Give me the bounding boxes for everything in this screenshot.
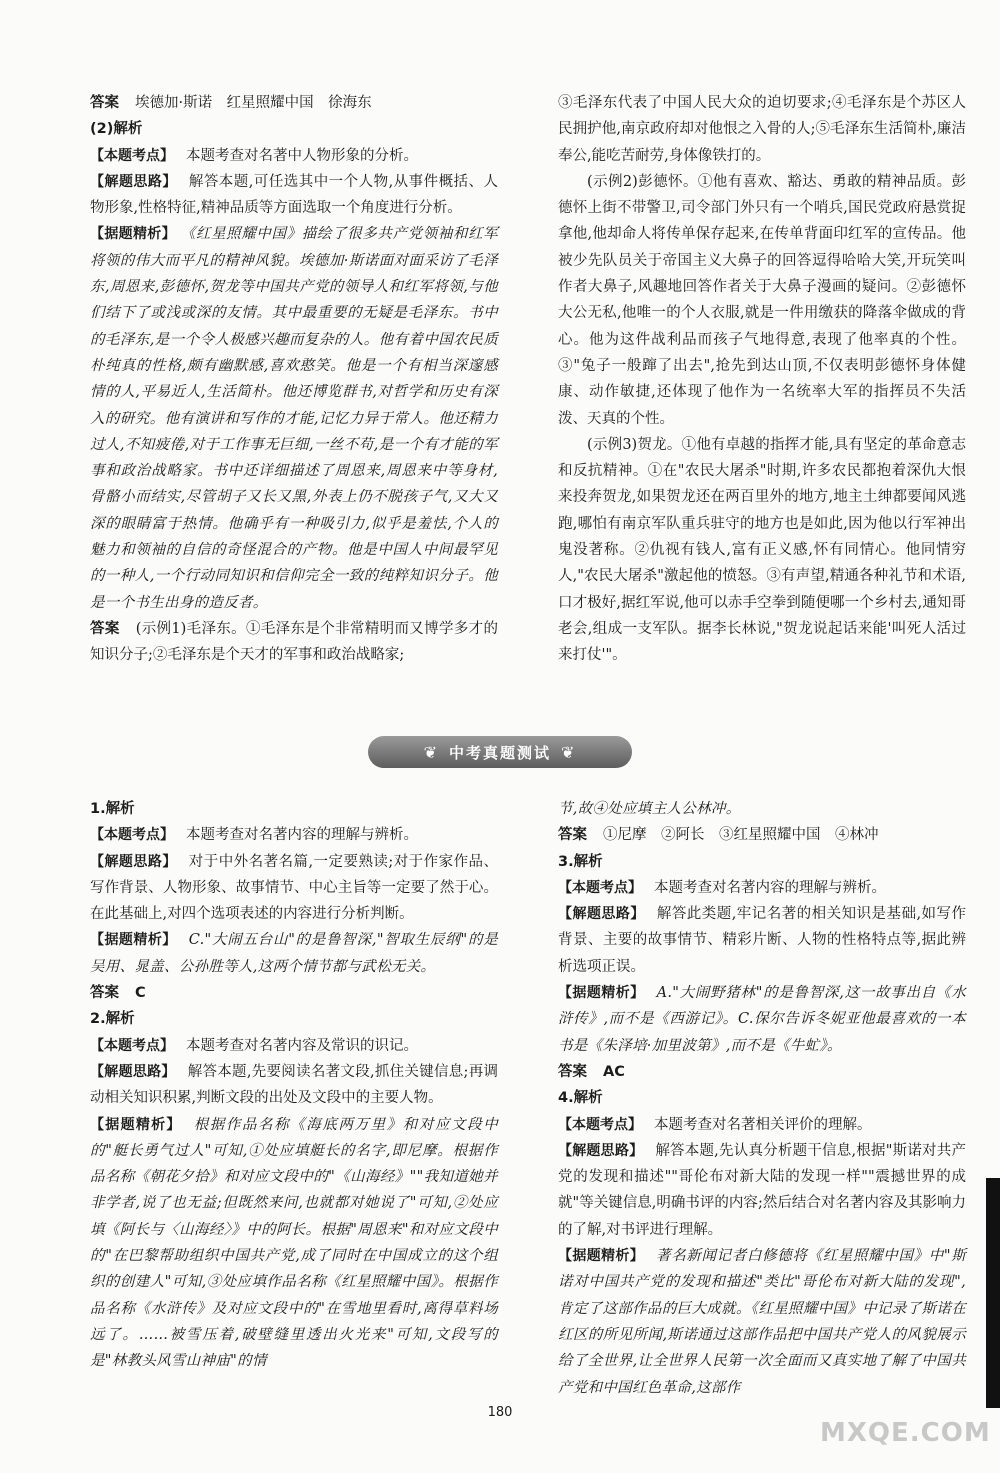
- q1-number: 1.: [90, 801, 106, 817]
- kaodian-label: 【本题考点】: [90, 1037, 174, 1054]
- q3-kaodian-text: 本题考查对名著内容的理解与辨析。: [654, 879, 886, 896]
- kaodian-label: 【本题考点】: [558, 879, 642, 896]
- q3-number: 3.: [558, 853, 574, 870]
- example1-cont: ③毛泽东代表了中国人民大众的迫切要求;④毛泽东是个苏区人民拥护他,南京政府却对他恨之入骨的人;⑤毛泽东生活简朴,廉洁奉公,能吃苦耐劳,身体像铁打的。: [558, 95, 966, 164]
- example2-para: (示例2)彭德怀。①他有喜欢、豁达、勇敢的精神品质。彭德怀上街不带警卫,司令部门外只有一个哨兵,国民党政府悬赏捉拿他,他却命人将传单保存起来,在传单背面印红军的宣传品。他被少先队员关于帝国主义大鼻子的回答逗得哈哈大笑,开玩笑叫作者大鼻子,风趣地回答作者关于大鼻子漫画的疑问。②彭德怀大公无私,他唯一的个人衣服,就是一件用缴获的降落伞做成的背心。他为这件战利品而孩子气地得意,表现了他率真的个性。③"兔子一般蹿了出去",抢先到达山顶,不仅表明彭德怀身体健康、动作敏捷,还体现了他作为一名统率大军的指挥员不失活泼、天真的个性。: [558, 173, 966, 427]
- swirl-right-icon: ❦: [561, 742, 577, 762]
- jingxi-label: 【据题精析】: [90, 226, 176, 243]
- q3-answer: [558, 1059, 966, 1085]
- q1-silu-text: 对于中外名著名篇,一定要熟读;对于作家作品、写作背景、人物形象、故事情节、中心主旨等一定要了然于心。在此基础上,对四个选项表述的内容进行分析判断。: [90, 853, 498, 923]
- q2-jingxi: [90, 1112, 498, 1375]
- q2-answer-text: ①尼摩 ②阿长 ③红星照耀中国 ④林冲: [603, 827, 879, 844]
- q2-header: [90, 1006, 498, 1032]
- q1-analysis-label: 解析: [105, 801, 135, 817]
- q4-number: 4.: [558, 1090, 574, 1107]
- jingxi-label: 【据题精析】: [90, 932, 177, 949]
- q2-analysis-label: 解析: [105, 1011, 135, 1028]
- page-edge-tab: [986, 1178, 1000, 1408]
- q2-silu: [90, 1059, 498, 1112]
- answer-label: 答案: [558, 827, 587, 844]
- page-number: 180: [487, 1405, 513, 1420]
- q2-kaodian: [90, 1033, 498, 1059]
- q4-header: [558, 1085, 966, 1111]
- q4-silu: [558, 1138, 966, 1243]
- q2-silu-text: 解答本题,先要阅读名著文段,抓住关键信息;再调动相关知识积累,判断文段的出处及文段中的主要人物。: [90, 1063, 499, 1107]
- q3-jingxi: [558, 980, 966, 1059]
- bottom-left-column: [90, 796, 498, 1375]
- silu-label: 【解题思路】: [90, 1063, 176, 1080]
- jingxi-text: 《红星照耀中国》描绘了很多共产党领袖和红军将领的伟大而平凡的精神风貌。埃德加·斯诺面对面采访了毛泽东,周恩来,彭德怀,贺龙等中国共产党的领导人和红军将领,与他们结下了或浅或深的友情。其中最重要的无疑是毛泽东。书中的毛泽东,是一个令人极感兴趣而复杂的人。他有着中国农民质朴纯真的性格,颇有幽默感,喜欢憨笑。他是一个有相当深邃感情的人,平易近人,生活简朴。他还博览群书,对哲学和历史有深入的研究。他有演讲和写作的才能,记忆力异于常人。他还精力过人,不知疲倦,对于工作事无巨细,一丝不苟,是一个有才能的军事和政治战略家。书中还详细描述了周恩来,周恩来中等身材,骨骼小而结实,尽管胡子又长又黑,外表上仍不脱孩子气,又大又深的眼睛富于热情。他确乎有一种吸引力,似乎是羞怯,个人的魅力和领袖的自信的奇怪混合的产物。他是中国人中间最罕见的一种人,一个行动同知识和信仰完全一致的纯粹知识分子。他是一个书生出身的造反者。: [90, 226, 498, 611]
- section-banner: [368, 736, 632, 768]
- sub-title: [90, 116, 498, 142]
- q1-answer: [90, 980, 498, 1006]
- silu-para: [90, 169, 498, 222]
- q3-silu: [558, 901, 966, 980]
- q1-silu: [90, 849, 498, 928]
- q1-jingxi: [90, 927, 498, 980]
- kaodian-label: 【本题考点】: [558, 1116, 642, 1133]
- silu-label: 【解题思路】: [90, 173, 177, 190]
- q2-answer: [558, 822, 966, 848]
- swirl-left-icon: ❦: [423, 742, 439, 762]
- answer-line: [90, 90, 498, 116]
- answer-label: 答案: [90, 95, 119, 111]
- q3-silu-text: 解答此类题,牢记名著的相关知识是基础,如写作背景、主要的故事情节、精彩片断、人物的性格特点等,据此辨析选项正误。: [558, 906, 967, 975]
- q1-answer-text: C: [135, 985, 146, 1002]
- q1-kaodian: [90, 822, 498, 848]
- answer2-para: [90, 616, 498, 669]
- q1-kaodian-text: 本题考查对名著内容的理解与辨析。: [186, 827, 418, 844]
- jingxi-label: 【据题精析】: [90, 1116, 182, 1133]
- kaodian-label: 【本题考点】: [90, 827, 174, 844]
- q1-header: [90, 796, 498, 822]
- q4-analysis-label: 解析: [573, 1090, 603, 1107]
- q2-jingxi-text: 根据作品名称《海底两万里》和对应文段中的"艇长勇气过人"可知,①处应填艇长的名字,即尼摩。根据作品名称《朝花夕拾》和对应文段中的"《山海经》""我知道她并非学者,说了也无益;但既然来问,也就都对她说了"可知,②处应填《阿长与〈山海经〉》中的阿长。根据"周恩来"和对应文段中的"在巴黎帮助组织中国共产党,成了同时在中国成立的这个组织的创建人"可知,③处应填作品名称《红星照耀中国》。根据作品名称《水浒传》及对应文段中的"在雪地里看时,离得草料场远了。……被雪压着,破壁缝里透出火光来"可知,文段写的是"林教头风雪山神庙"的情: [90, 1116, 498, 1370]
- watermark: MXQE.COM: [820, 1418, 991, 1448]
- example3-para: (示例3)贺龙。①他有卓越的指挥才能,具有坚定的革命意志和反抗精神。①在"农民大屠杀"时期,许多农民都抱着深仇大恨来投奔贺龙,如果贺龙还在两百里外的地方,地主土绅都要闻风逃跑,哪怕有南京军队重兵驻守的地方也是如此,因为他以行军神出鬼没著称。②仇视有钱人,富有正义感,怀有同情心。他同情穷人,"农民大屠杀"激起他的愤怒。③有声望,精通各种礼节和术语,口才极好,据红军说,他可以赤手空拳到随便哪一个乡村去,通知哥老会,组成一支军队。据李长林说,"贺龙说起话来能'叫死人活过来打仗'"。: [558, 436, 966, 664]
- silu-label: 【解题思路】: [558, 906, 645, 923]
- jingxi-para: [90, 221, 498, 615]
- kaodian-text: 本题考查对名著中人物形象的分析。: [186, 147, 418, 164]
- q4-kaodian: [558, 1112, 966, 1138]
- q4-jingxi-text: 著名新闻记者白修德将《红星照耀中国》中"斯诺对中国共产党的发现和描述"类比"哥伦布对新大陆的发现",肯定了这部作品的巨大成就。《红星照耀中国》中记录了斯诺在红区的所见所闻,斯诺通过这部作品把中国共产党人的风貌展示给了全世界,让全世界人民第一次全面而又真实地了解了中国共产党和中国红色革命,这部作: [558, 1248, 967, 1396]
- answer-label: 答案: [90, 985, 119, 1002]
- silu-label: 【解题思路】: [90, 853, 177, 870]
- kaodian-label: 【本题考点】: [90, 147, 174, 164]
- q2-kaodian-text: 本题考查对名著内容及常识的识记。: [186, 1037, 418, 1054]
- q3-jingxi-text: A."大闹野猪林"的是鲁智深,这一故事出自《水浒传》,而不是《西游记》。C.保尔告诉冬妮亚他最喜欢的一本书是《朱泽培·加里波第》,而不是《牛虻》。: [558, 985, 966, 1054]
- q3-analysis-label: 解析: [573, 853, 603, 870]
- jingxi-label: 【据题精析】: [558, 1248, 645, 1265]
- top-right-column: [558, 90, 966, 669]
- q4-jingxi: [558, 1243, 966, 1401]
- jingxi-label: 【据题精析】: [558, 985, 645, 1002]
- q4-silu-text: 解答本题,先认真分析题干信息,根据"斯诺对共产党的发现和描述""哥伦布对新大陆的发现一样""震撼世界的成就"等关键信息,明确书评的内容;然后结合对名著内容及其影响力的了解,对书评进行理解。: [558, 1142, 966, 1238]
- answer-text: 埃德加·斯诺 红星照耀中国 徐海东: [135, 95, 372, 111]
- silu-text: 解答本题,可任选其中一个人物,从事件概括、人物形象,性格特征,精神品质等方面选取一个角度进行分析。: [90, 173, 499, 217]
- answer-label: 答案: [90, 620, 120, 637]
- q4-kaodian-text: 本题考查对名著相关评价的理解。: [654, 1116, 872, 1133]
- q3-header: [558, 849, 966, 875]
- q2-jingxi-cont: 节,故④处应填主人公林冲。: [558, 801, 741, 817]
- q2-number: 2.: [90, 1011, 106, 1028]
- bottom-right-column: [558, 796, 966, 1401]
- banner-title: 中考真题测试: [448, 743, 551, 762]
- kaodian-para: [90, 143, 498, 169]
- q3-answer-text: AC: [603, 1063, 625, 1080]
- q3-kaodian: [558, 875, 966, 901]
- silu-label: 【解题思路】: [558, 1142, 644, 1159]
- sub-title-text: (2)解析: [90, 121, 143, 138]
- top-left-column: [90, 90, 498, 669]
- answer2-text: (示例1)毛泽东。①毛泽东是个非常精明而又博学多才的知识分子;②毛泽东是个天才的军事和政治战略家;: [90, 620, 499, 664]
- answer-label: 答案: [558, 1063, 587, 1080]
- q1-jingxi-text: C."大闹五台山"的是鲁智深,"智取生辰纲"的是吴用、晁盖、公孙胜等人,这两个情节都与武松无关。: [90, 932, 499, 975]
